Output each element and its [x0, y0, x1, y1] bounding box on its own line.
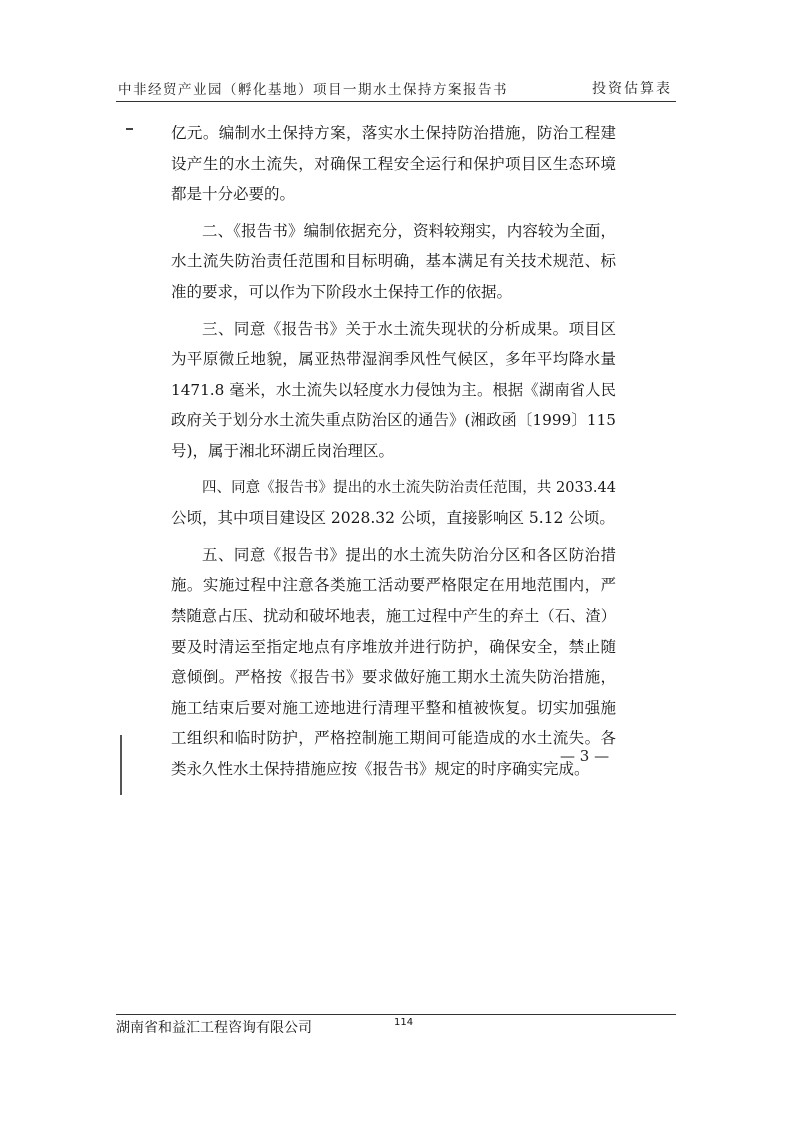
scan-edge-line [120, 735, 122, 795]
header-divider [116, 101, 676, 102]
page-header [116, 72, 676, 102]
body-text [171, 118, 616, 784]
text-line: 号)，属于湘北环湖丘岗治理区。 [171, 441, 395, 460]
text-line: 准的要求，可以作为下阶段水土保持工作的依据。 [171, 282, 513, 301]
text-line: 工组织和临时防护，严格控制施工期间可能造成的水土流失。各 [171, 729, 616, 748]
text-line: 类永久性水土保持措施应按《报告书》规定的时序确实完成。 [171, 759, 590, 778]
inner-page-number: — 3 — [560, 747, 610, 765]
text-line: 水土流失防治责任范围和目标明确，基本满足有关技术规范、标 [171, 252, 616, 271]
text-line: 公顷，其中项目建设区 2028.32 公顷，直接影响区 5.12 公顷。 [171, 509, 615, 528]
text-line: 要及时清运至指定地点有序堆放并进行防护，确保安全，禁止随 [171, 637, 616, 656]
text-line: 五、同意《报告书》提出的水土流失防治分区和各区防治措 [202, 545, 616, 564]
text-line: 施。实施过程中注意各类施工活动要严格限定在用地范围内，严 [171, 576, 616, 595]
text-line: 都是十分必要的。 [171, 185, 296, 204]
company-name: 湖南省和益汇工程咨询有限公司 [116, 1020, 312, 1036]
text-line: 二、《报告书》编制依据充分，资料较翔实，内容较为全面， [202, 221, 616, 240]
text-line: 设产生的水土流失，对确保工程安全运行和保护项目区生态环境 [171, 154, 616, 173]
text-line: 政府关于划分水土流失重点防治区的通告》(湘政函〔1999〕115 [171, 411, 616, 430]
section-title: 投资估算表 [592, 81, 672, 97]
text-line: 为平原微丘地貌，属亚热带湿润季风性气候区，多年平均降水量 [171, 350, 616, 369]
text-line: 亿元。编制水土保持方案，落实水土保持防治措施，防治工程建 [171, 124, 616, 142]
text-line: 意倾倒。严格按《报告书》要求做好施工期水土流失防治措施， [171, 668, 616, 687]
text-line: 禁随意占压、扰动和破坏地表，施工过程中产生的弃土（石、渣） [171, 606, 616, 625]
text-line: 三、同意《报告书》关于水土流失现状的分析成果。项目区 [202, 319, 616, 338]
text-line: 四、同意《报告书》提出的水土流失防治责任范围，共 2033.44 [202, 479, 616, 496]
text-line: 1471.8 毫米，水土流失以轻度水力侵蚀为主。根据《湖南省人民 [171, 380, 616, 399]
scan-mark [126, 128, 133, 130]
page-number: 114 [394, 1017, 414, 1028]
footer-divider [116, 1014, 676, 1015]
text-line: 施工结束后要对施工迹地进行清理平整和植被恢复。切实加强施 [171, 698, 616, 717]
report-title: 中非经贸产业园（孵化基地）项目一期水土保持方案报告书 [118, 82, 508, 98]
